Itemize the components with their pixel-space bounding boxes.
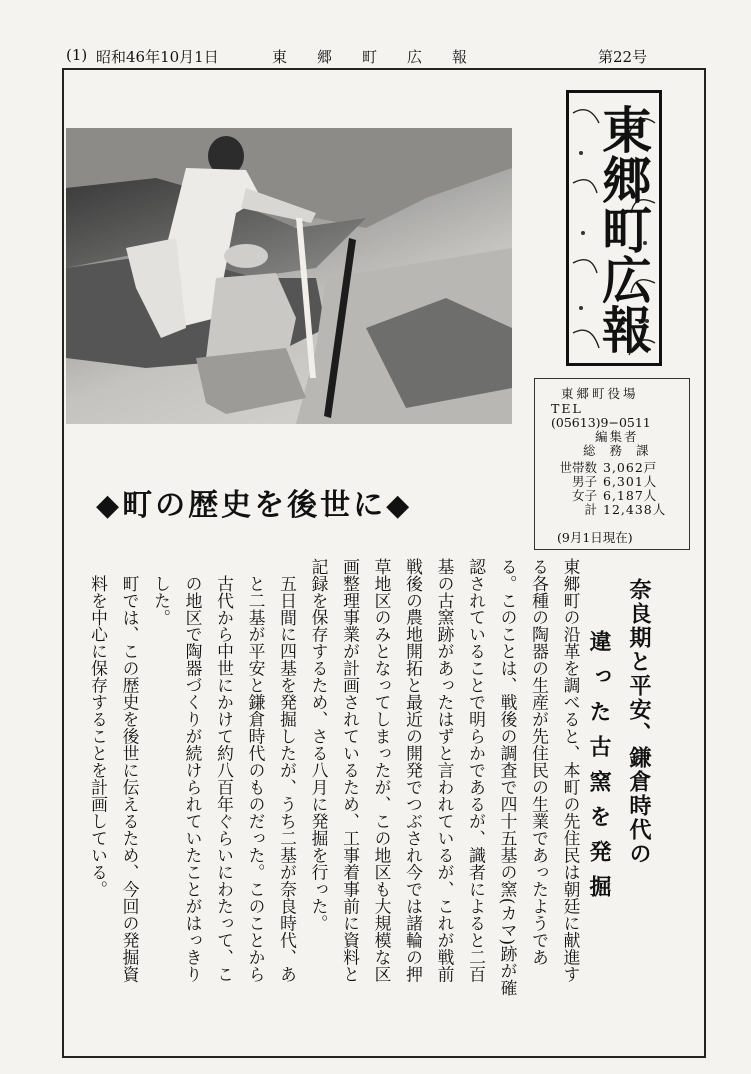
newsletter-name: 東郷町広報 <box>272 48 498 66</box>
article-paragraph: 町では、この歴史を後世に伝えるため、今回の発掘資料を中心に保存することを計画している。 <box>88 575 140 983</box>
as-of-date: (9月1日現在) <box>557 530 633 545</box>
excavation-photo <box>66 128 512 424</box>
office-name: 東郷町役場 <box>561 386 639 401</box>
stat-value: 6,187人 <box>603 488 658 503</box>
section-title: ◆町の歴史を後世に◆ <box>96 488 413 523</box>
editor-label: 編集者 <box>595 429 639 444</box>
masthead <box>0 40 751 68</box>
phone-number: (05613)9−0511 <box>551 415 651 430</box>
excavation-photo-illustration <box>66 128 512 424</box>
stat-value: 12,438人 <box>603 502 667 517</box>
stat-value: 6,301人 <box>603 474 658 489</box>
stat-label: 男子 <box>571 474 597 489</box>
headline-line-2: 違った古窯を発掘 <box>586 630 611 910</box>
logo-title: 東郷町広報 <box>594 104 653 354</box>
page-number: (1) <box>66 46 88 64</box>
stat-value: 3,062戸 <box>603 460 658 475</box>
stat-label: 計 <box>584 502 597 517</box>
stat-label: 女子 <box>571 488 597 503</box>
article-paragraph: 東郷町の沿革を調べると、本町の先住民は朝廷に献進する各種の陶器の生産が先住民の生業であったようである。このことは、戦後の調査で四十五基の窯(カマ)跡が確認されていることで明らかであるが、識者によると二百基の古窯跡があったはずと言われているが、これが戦前戦後の農地開拓と最近の開発でつぶされ今では諸輪の押草地区のみとなってしまったが、この地区も大規模な区画整理事業が計画されているため、工事着事前に資料と記録を保存するため、さる八月に発掘を行った。 <box>309 558 581 997</box>
tel-label: TEL <box>551 401 583 416</box>
publisher-info <box>534 378 690 550</box>
issue-date: 昭和46年10月1日 <box>96 48 219 66</box>
headline-line-1: 奈良期と平安、鎌倉時代の <box>626 578 651 866</box>
article-body <box>88 558 586 998</box>
article-paragraph: 五日間に四基を発掘したが、うち二基が奈良時代、あと二基が平安と鎌倉時代のものだった。このことから古代から中世にかけて約八百年ぐらいにわたって、この地区で陶器づくりが続けられていたことがはっきりした。 <box>151 575 298 983</box>
newsletter-logo <box>566 90 662 366</box>
article-headline <box>578 578 658 910</box>
issue-number: 第22号 <box>598 48 648 66</box>
stat-label: 世帯数 <box>559 460 597 475</box>
department-name: 総務課 <box>583 443 663 458</box>
